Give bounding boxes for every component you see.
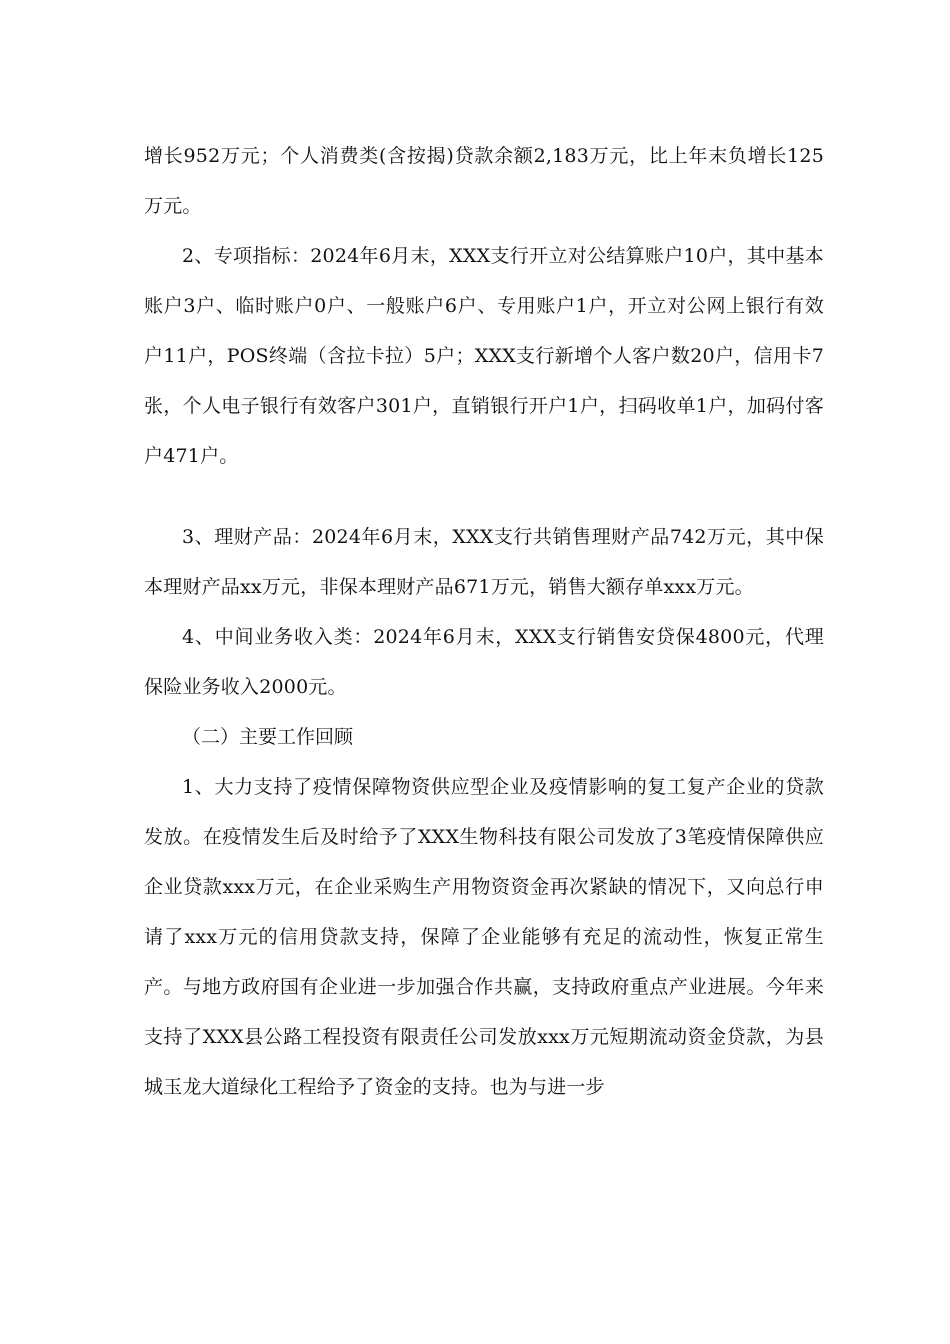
document-body (144, 131, 824, 1112)
section-heading-work-review: （二）主要工作回顾 (182, 726, 354, 748)
paragraph-intermediate-income: 4、中间业务收入类：2024年6月末，XXX支行销售安贷保4800元，代理保险业务收入2000元。 (144, 626, 824, 698)
paragraph-epidemic-support: 1、大力支持了疫情保障物资供应型企业及疫情影响的复工复产企业的贷款发放。在疫情发生后及时给予了XXX生物科技有限公司发放了3笔疫情保障供应企业贷款xxx万元，在企业采购生产用物资资金再次紧缺的情况下，又向总行申请了xxx万元的信用贷款支持，保障了企业能够有充足的流动性，恢复正常生产。与地方政府国有企业进一步加强合作共赢，支持政府重点产业进展。今年来支持了XXX县公路工程投资有限责任公司发放xxx万元短期流动资金贷款，为县城玉龙大道绿化工程给予了资金的支持。也为与进一步 (144, 776, 824, 1098)
paragraph-special-indicators: 2、专项指标：2024年6月末，XXX支行开立对公结算账户10户，其中基本账户3户、临时账户0户、一般账户6户、专用账户1户，开立对公网上银行有效户11户，POS终端（含拉卡拉）5户；XXX支行新增个人客户数20户，信用卡7张，个人电子银行有效客户301户，直销银行开户1户，扫码收单1户，加码付客户471户。 (144, 245, 824, 467)
paragraph-wealth-products: 3、理财产品：2024年6月末，XXX支行共销售理财产品742万元，其中保本理财产品xx万元，非保本理财产品671万元，销售大额存单xxx万元。 (144, 526, 824, 598)
paragraph-loan-balance-continued: 增长952万元；个人消费类(含按揭)贷款余额2,183万元，比上年末负增长125万元。 (144, 145, 824, 217)
